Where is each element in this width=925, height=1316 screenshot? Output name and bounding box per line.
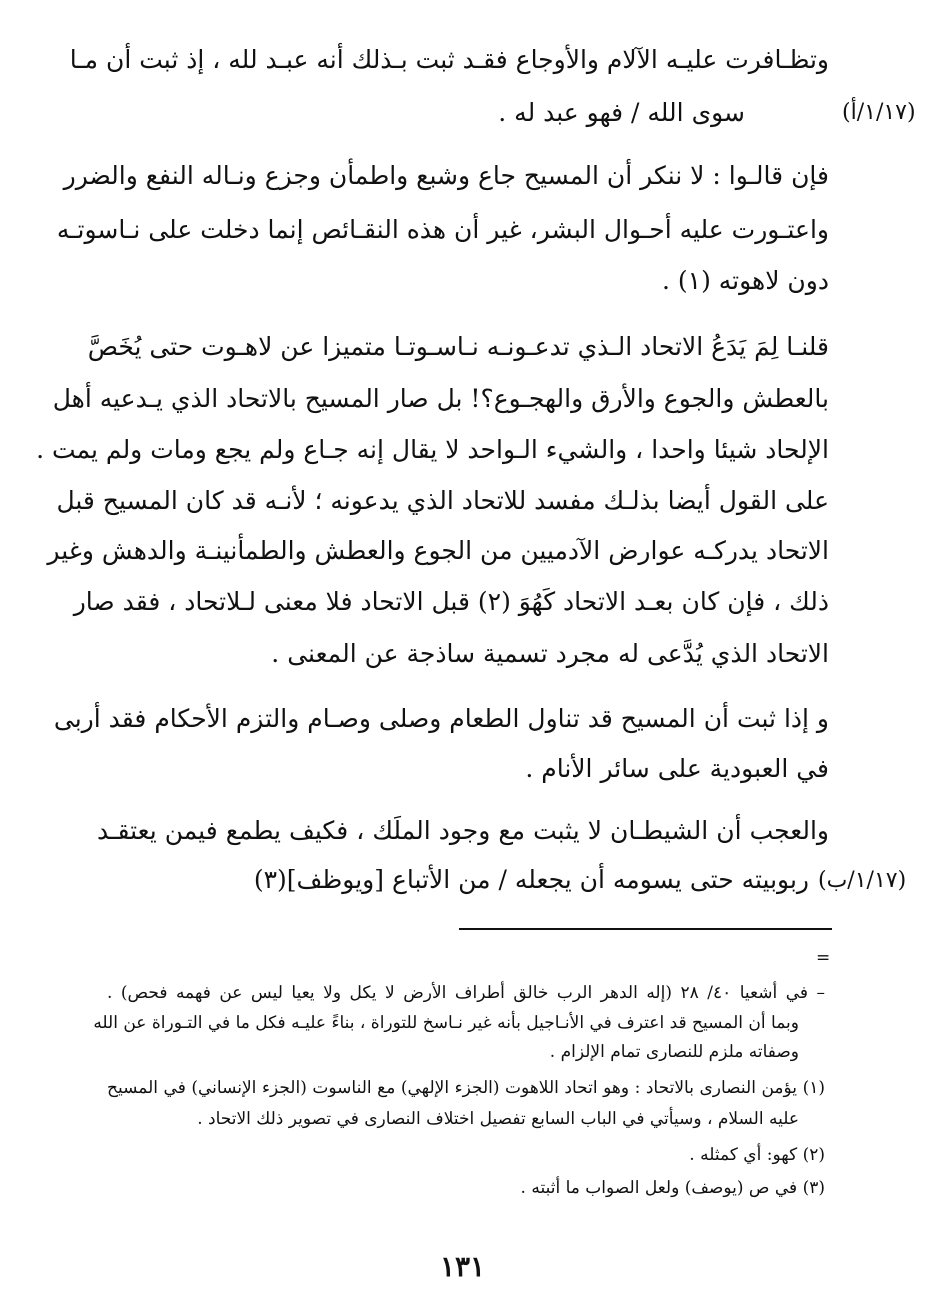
footnote-3: (٣) في ص (يوصف) ولعل الصواب ما أثبته . <box>520 1178 825 1198</box>
body-line-1: وتظـافرت عليـه الآلام والأوجاع فقـد ثبت بـذلك أنه عبـد لله ، إذ ثبت أن مـا <box>69 45 829 74</box>
body-line-13: و إذا ثبت أن المسيح قد تناول الطعام وصلى وصـام والتزم الأحكام فقد أربى <box>53 704 829 733</box>
body-line-3: فإن قالـوا : لا ننكر أن المسيح جاع وشبع واطمأن وجزع ونـاله النفع والضرر <box>63 161 829 190</box>
body-line-6: قلنـا لِمَ يَدَعُ الاتحاد الـذي تدعـونـه نـاسـوتـا متميزا عن لاهـوت حتى يُخَصَّ <box>87 332 829 361</box>
footnote-2: (٢) كهو: أي كمثله . <box>689 1145 825 1165</box>
body-line-14: في العبودية على سائر الأنام . <box>525 754 829 783</box>
body-line-4: واعتـورت عليه أحـوال البشر، غير أن هذه النقـائص إنما دخلت على نـاسوتـه <box>56 215 829 244</box>
body-line-12: الاتحاد الذي يُدَّعى له مجرد تسمية ساذجة عن المعنى . <box>271 639 829 668</box>
footnote-separator <box>459 928 832 930</box>
footnote-line: عليه السلام ، وسيأتي في الباب السابع تفصيل اختلاف النصارى في تصوير ذلك الاتحاد . <box>197 1109 799 1129</box>
body-line-11: ذلك ، فإن كان بعـد الاتحاد كَهُوَ (٢) قبل الاتحاد فلا معنى لـلاتحاد ، فقد صار <box>73 587 829 616</box>
footnote-line: – في أشعيا ٤٠/ ٢٨ (إله الدهر الرب خالق أطراف الأرض لا يكل ولا يعيا ليس عن فهمه فحص) . <box>107 983 825 1003</box>
body-line-9: على القول أيضا بذلـك مفسد للاتحاد الذي يدعونه ؛ لأنـه قد كان المسيح قبل <box>56 486 829 515</box>
page-number: ١٣١ <box>439 1250 486 1283</box>
body-line-15: والعجب أن الشيطـان لا يثبت مع وجود الملَك ، فكيف يطمع فيمن يعتقـد <box>97 816 829 845</box>
body-line-10: الاتحاد يدركـه عوارض الآدميين من الجوع والعطش والطمأنينـة والدهش وغير <box>47 536 829 565</box>
footnote-1: (١) يؤمن النصارى بالاتحاد : وهو اتحاد اللاهوت (الجزء الإلهي) مع الناسوت (الجزء الإنساني) في المسيح <box>107 1078 825 1098</box>
footnote-line: وبما أن المسيح قد اعترف في الأنـاجيل بأنه غير نـاسخ للتوراة ، بناءً عليـه فكل ما في التـوراة عن الله <box>93 1013 799 1033</box>
margin-folio-note: (١/١٧/ب) <box>818 868 907 893</box>
body-line-2: سوى الله / فهو عبد له . <box>498 98 745 127</box>
body-line-8: الإلحاد شيئا واحدا ، والشيء الـواحد لا يقال إنه جـاع ولم يجع ومات ولم يمت . <box>36 435 829 464</box>
body-line-7: بالعطش والجوع والأرق والهجـوع؟! بل صار المسيح بالاتحاد الذي يـدعيه أهل <box>52 384 829 413</box>
margin-folio-note: (١/١٧/أ) <box>842 100 916 125</box>
footnote-continuation-mark: = <box>816 948 831 968</box>
body-line-5: دون لاهوته (١) . <box>661 266 829 295</box>
body-line-16: ربوبيته حتى يسومه أن يجعله / من الأتباع [ويوظف](٣) <box>253 865 809 894</box>
footnote-line: وصفاته ملزم للنصارى تمام الإلزام . <box>549 1042 799 1062</box>
